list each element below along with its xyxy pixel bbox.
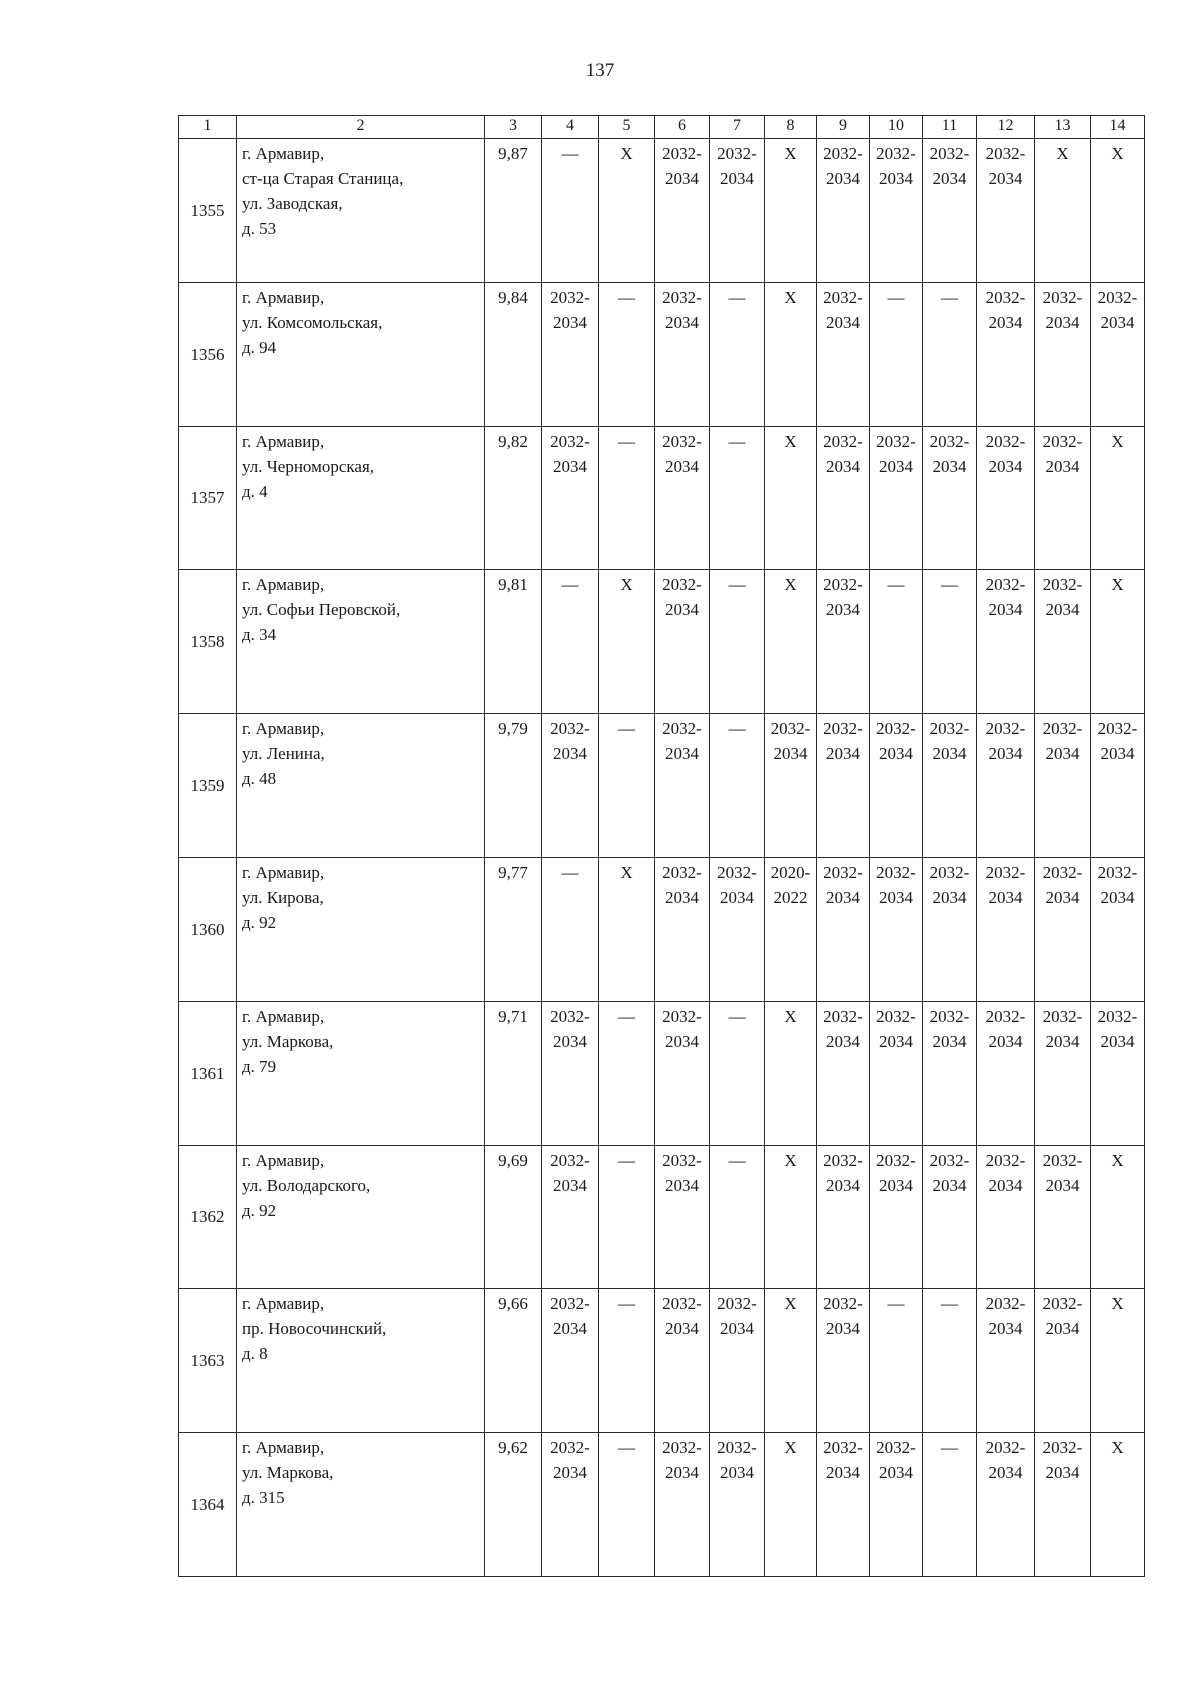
address-line: ул. Ленина, bbox=[242, 744, 325, 764]
period-cell: 2032- 2034 bbox=[977, 282, 1035, 426]
period-cell: 2032- 2034 bbox=[977, 1289, 1035, 1433]
period-cell: X bbox=[1035, 139, 1091, 283]
period-cell: — bbox=[599, 1433, 655, 1577]
address-cell bbox=[237, 139, 485, 283]
period-cell: 2032- 2034 bbox=[977, 139, 1035, 283]
schedule-table bbox=[178, 115, 1145, 1577]
address-line: г. Армавир, bbox=[242, 1006, 325, 1026]
table-row bbox=[179, 139, 1145, 283]
period-cell: 2032- 2034 bbox=[817, 570, 870, 714]
score-cell: 9,77 bbox=[485, 857, 542, 1001]
period-cell: — bbox=[923, 1289, 977, 1433]
address-line: ул. Заводская, bbox=[242, 194, 343, 213]
period-cell: 2032- 2034 bbox=[870, 139, 923, 283]
score-cell: 9,62 bbox=[485, 1433, 542, 1577]
column-header: 14 bbox=[1091, 116, 1145, 139]
period-cell: — bbox=[710, 714, 765, 858]
period-cell: 2032- 2034 bbox=[655, 1145, 710, 1289]
score-cell: 9,87 bbox=[485, 139, 542, 283]
period-cell: X bbox=[1091, 1289, 1145, 1433]
period-cell: — bbox=[923, 1433, 977, 1577]
period-cell: 2032- 2034 bbox=[710, 139, 765, 283]
table-row bbox=[179, 857, 1145, 1001]
period-cell: 2032- 2034 bbox=[542, 1289, 599, 1433]
period-cell: 2032- 2034 bbox=[655, 570, 710, 714]
score-cell: 9,81 bbox=[485, 570, 542, 714]
address-line: д. 315 bbox=[242, 1488, 285, 1508]
period-cell: X bbox=[765, 426, 817, 570]
period-cell: — bbox=[599, 1289, 655, 1433]
address-line: д. 79 bbox=[242, 1056, 277, 1076]
period-cell: 2032- 2034 bbox=[870, 1433, 923, 1577]
period-cell: X bbox=[765, 570, 817, 714]
address-line: г. Армавир, bbox=[242, 1294, 325, 1314]
column-header: 1 bbox=[179, 116, 237, 139]
address-line: ул. Маркова, bbox=[242, 1031, 334, 1051]
period-cell: — bbox=[870, 570, 923, 714]
period-cell: 2032- 2034 bbox=[1091, 282, 1145, 426]
period-cell: 2032- 2034 bbox=[1035, 857, 1091, 1001]
period-cell: 2032- 2034 bbox=[765, 714, 817, 858]
period-cell: — bbox=[870, 282, 923, 426]
table-row bbox=[179, 714, 1145, 858]
period-cell: 2032- 2034 bbox=[1035, 282, 1091, 426]
period-cell: X bbox=[599, 570, 655, 714]
period-cell: X bbox=[599, 857, 655, 1001]
period-cell: X bbox=[765, 282, 817, 426]
row-number: 1356 bbox=[179, 282, 237, 426]
row-number: 1361 bbox=[179, 1001, 237, 1145]
period-cell: X bbox=[765, 1145, 817, 1289]
address-line: г. Армавир, bbox=[242, 719, 325, 739]
period-cell: X bbox=[765, 1433, 817, 1577]
period-cell: 2032- 2034 bbox=[977, 426, 1035, 570]
period-cell: — bbox=[710, 1145, 765, 1289]
column-header: 3 bbox=[485, 116, 542, 139]
period-cell: X bbox=[1091, 1145, 1145, 1289]
address-line: ул. Софьи Перовской, bbox=[242, 600, 401, 620]
period-cell: 2032- 2034 bbox=[1035, 426, 1091, 570]
period-cell: 2032- 2034 bbox=[977, 714, 1035, 858]
period-cell: X bbox=[1091, 139, 1145, 283]
period-cell: 2032- 2034 bbox=[710, 1289, 765, 1433]
score-cell: 9,69 bbox=[485, 1145, 542, 1289]
period-cell: 2032- 2034 bbox=[923, 139, 977, 283]
period-cell: 2032- 2034 bbox=[817, 1433, 870, 1577]
address-cell bbox=[237, 570, 485, 714]
address-line: ул. Кирова, bbox=[242, 887, 324, 907]
period-cell: 2032- 2034 bbox=[977, 570, 1035, 714]
period-cell: 2032- 2034 bbox=[977, 1001, 1035, 1145]
address-line: д. 48 bbox=[242, 769, 277, 789]
period-cell: X bbox=[599, 139, 655, 283]
address-line: ст-ца Старая Станица, bbox=[242, 169, 404, 188]
address-line: ул. Черноморская, bbox=[242, 456, 375, 476]
period-cell: 2032- 2034 bbox=[870, 1001, 923, 1145]
row-number: 1364 bbox=[179, 1433, 237, 1577]
period-cell: — bbox=[599, 1145, 655, 1289]
address-line: д. 92 bbox=[242, 1200, 277, 1220]
period-cell: 2032- 2034 bbox=[1035, 1145, 1091, 1289]
address-cell bbox=[237, 282, 485, 426]
period-cell: 2032- 2034 bbox=[1091, 857, 1145, 1001]
period-cell: X bbox=[1091, 570, 1145, 714]
period-cell: 2032- 2034 bbox=[655, 282, 710, 426]
period-cell: 2032- 2034 bbox=[655, 426, 710, 570]
column-header: 11 bbox=[923, 116, 977, 139]
page-number: 137 bbox=[585, 60, 615, 81]
period-cell: 2032- 2034 bbox=[923, 426, 977, 570]
header-row bbox=[179, 116, 1145, 139]
period-cell: 2032- 2034 bbox=[923, 1001, 977, 1145]
address-line: ул. Комсомольская, bbox=[242, 312, 383, 332]
address-cell bbox=[237, 1001, 485, 1145]
period-cell: 2032- 2034 bbox=[542, 1145, 599, 1289]
score-cell: 9,79 bbox=[485, 714, 542, 858]
period-cell: 2032- 2034 bbox=[1035, 1289, 1091, 1433]
period-cell: 2032- 2034 bbox=[1035, 570, 1091, 714]
period-cell: — bbox=[923, 570, 977, 714]
address-cell bbox=[237, 1145, 485, 1289]
period-cell: — bbox=[923, 282, 977, 426]
table-row bbox=[179, 1433, 1145, 1577]
period-cell: — bbox=[870, 1289, 923, 1433]
column-header: 8 bbox=[765, 116, 817, 139]
period-cell: 2032- 2034 bbox=[817, 1289, 870, 1433]
score-cell: 9,71 bbox=[485, 1001, 542, 1145]
period-cell: 2032- 2034 bbox=[710, 1433, 765, 1577]
table-row bbox=[179, 426, 1145, 570]
address-line: г. Армавир, bbox=[242, 144, 325, 163]
period-cell: — bbox=[542, 857, 599, 1001]
period-cell: 2032- 2034 bbox=[817, 1001, 870, 1145]
period-cell: 2032- 2034 bbox=[817, 714, 870, 858]
period-cell: 2032- 2034 bbox=[977, 857, 1035, 1001]
table-row bbox=[179, 1289, 1145, 1433]
address-line: д. 34 bbox=[242, 625, 277, 645]
period-cell: 2032- 2034 bbox=[923, 1145, 977, 1289]
period-cell: — bbox=[599, 1001, 655, 1145]
period-cell: — bbox=[599, 426, 655, 570]
address-cell bbox=[237, 714, 485, 858]
period-cell: 2032- 2034 bbox=[655, 1289, 710, 1433]
period-cell: 2032- 2034 bbox=[870, 1145, 923, 1289]
period-cell: 2032- 2034 bbox=[817, 1145, 870, 1289]
column-header: 7 bbox=[710, 116, 765, 139]
address-line: ул. Маркова, bbox=[242, 1463, 334, 1483]
period-cell: X bbox=[1091, 426, 1145, 570]
period-cell: 2020- 2022 bbox=[765, 857, 817, 1001]
period-cell: 2032- 2034 bbox=[655, 1433, 710, 1577]
address-line: ул. Володарского, bbox=[242, 1175, 371, 1195]
period-cell: 2032- 2034 bbox=[870, 426, 923, 570]
column-header: 5 bbox=[599, 116, 655, 139]
period-cell: — bbox=[710, 426, 765, 570]
period-cell: — bbox=[710, 282, 765, 426]
row-number: 1362 bbox=[179, 1145, 237, 1289]
row-number: 1357 bbox=[179, 426, 237, 570]
table-row bbox=[179, 1145, 1145, 1289]
row-number: 1360 bbox=[179, 857, 237, 1001]
period-cell: X bbox=[765, 1289, 817, 1433]
address-line: д. 94 bbox=[242, 337, 277, 357]
table-row bbox=[179, 1001, 1145, 1145]
address-line: д. 92 bbox=[242, 912, 277, 932]
period-cell: — bbox=[599, 282, 655, 426]
period-cell: 2032- 2034 bbox=[542, 714, 599, 858]
period-cell: 2032- 2034 bbox=[870, 857, 923, 1001]
table-row bbox=[179, 282, 1145, 426]
address-line: г. Армавир, bbox=[242, 1438, 325, 1458]
period-cell: 2032- 2034 bbox=[923, 857, 977, 1001]
period-cell: 2032- 2034 bbox=[655, 139, 710, 283]
period-cell: 2032- 2034 bbox=[542, 1433, 599, 1577]
period-cell: — bbox=[542, 570, 599, 714]
row-number: 1355 bbox=[179, 139, 237, 283]
score-cell: 9,66 bbox=[485, 1289, 542, 1433]
period-cell: X bbox=[765, 1001, 817, 1145]
address-line: д. 8 bbox=[242, 1344, 268, 1364]
period-cell: 2032- 2034 bbox=[542, 1001, 599, 1145]
address-cell bbox=[237, 857, 485, 1001]
period-cell: 2032- 2034 bbox=[817, 426, 870, 570]
period-cell: 2032- 2034 bbox=[923, 714, 977, 858]
score-cell: 9,82 bbox=[485, 426, 542, 570]
period-cell: 2032- 2034 bbox=[1091, 714, 1145, 858]
address-line: д. 4 bbox=[242, 481, 268, 501]
period-cell: 2032- 2034 bbox=[1035, 1433, 1091, 1577]
column-header: 10 bbox=[870, 116, 923, 139]
row-number: 1359 bbox=[179, 714, 237, 858]
column-header: 4 bbox=[542, 116, 599, 139]
period-cell: 2032- 2034 bbox=[655, 1001, 710, 1145]
period-cell: X bbox=[765, 139, 817, 283]
address-cell bbox=[237, 1289, 485, 1433]
period-cell: 2032- 2034 bbox=[1035, 1001, 1091, 1145]
period-cell: 2032- 2034 bbox=[817, 857, 870, 1001]
column-header: 13 bbox=[1035, 116, 1091, 139]
period-cell: 2032- 2034 bbox=[710, 857, 765, 1001]
table-body bbox=[179, 139, 1145, 1577]
period-cell: 2032- 2034 bbox=[817, 282, 870, 426]
score-cell: 9,84 bbox=[485, 282, 542, 426]
address-line: г. Армавир, bbox=[242, 431, 325, 451]
column-header: 6 bbox=[655, 116, 710, 139]
period-cell: 2032- 2034 bbox=[655, 857, 710, 1001]
period-cell: X bbox=[1091, 1433, 1145, 1577]
period-cell: 2032- 2034 bbox=[655, 714, 710, 858]
period-cell: 2032- 2034 bbox=[817, 139, 870, 283]
address-cell bbox=[237, 426, 485, 570]
period-cell: 2032- 2034 bbox=[1035, 714, 1091, 858]
period-cell: 2032- 2034 bbox=[870, 714, 923, 858]
column-header: 2 bbox=[237, 116, 485, 139]
period-cell: 2032- 2034 bbox=[1091, 1001, 1145, 1145]
period-cell: — bbox=[710, 1001, 765, 1145]
column-header: 12 bbox=[977, 116, 1035, 139]
address-cell bbox=[237, 1433, 485, 1577]
address-line: г. Армавир, bbox=[242, 575, 325, 595]
address-line: г. Армавир, bbox=[242, 1150, 325, 1170]
address-line: д. 53 bbox=[242, 219, 277, 238]
row-number: 1363 bbox=[179, 1289, 237, 1433]
address-line: г. Армавир, bbox=[242, 287, 325, 307]
period-cell: — bbox=[710, 570, 765, 714]
row-number: 1358 bbox=[179, 570, 237, 714]
period-cell: — bbox=[542, 139, 599, 283]
period-cell: 2032- 2034 bbox=[542, 282, 599, 426]
address-line: пр. Новосочинский, bbox=[242, 1319, 387, 1339]
period-cell: 2032- 2034 bbox=[977, 1145, 1035, 1289]
period-cell: 2032- 2034 bbox=[542, 426, 599, 570]
period-cell: — bbox=[599, 714, 655, 858]
column-header: 9 bbox=[817, 116, 870, 139]
table-row bbox=[179, 570, 1145, 714]
period-cell: 2032- 2034 bbox=[977, 1433, 1035, 1577]
address-line: г. Армавир, bbox=[242, 862, 325, 882]
